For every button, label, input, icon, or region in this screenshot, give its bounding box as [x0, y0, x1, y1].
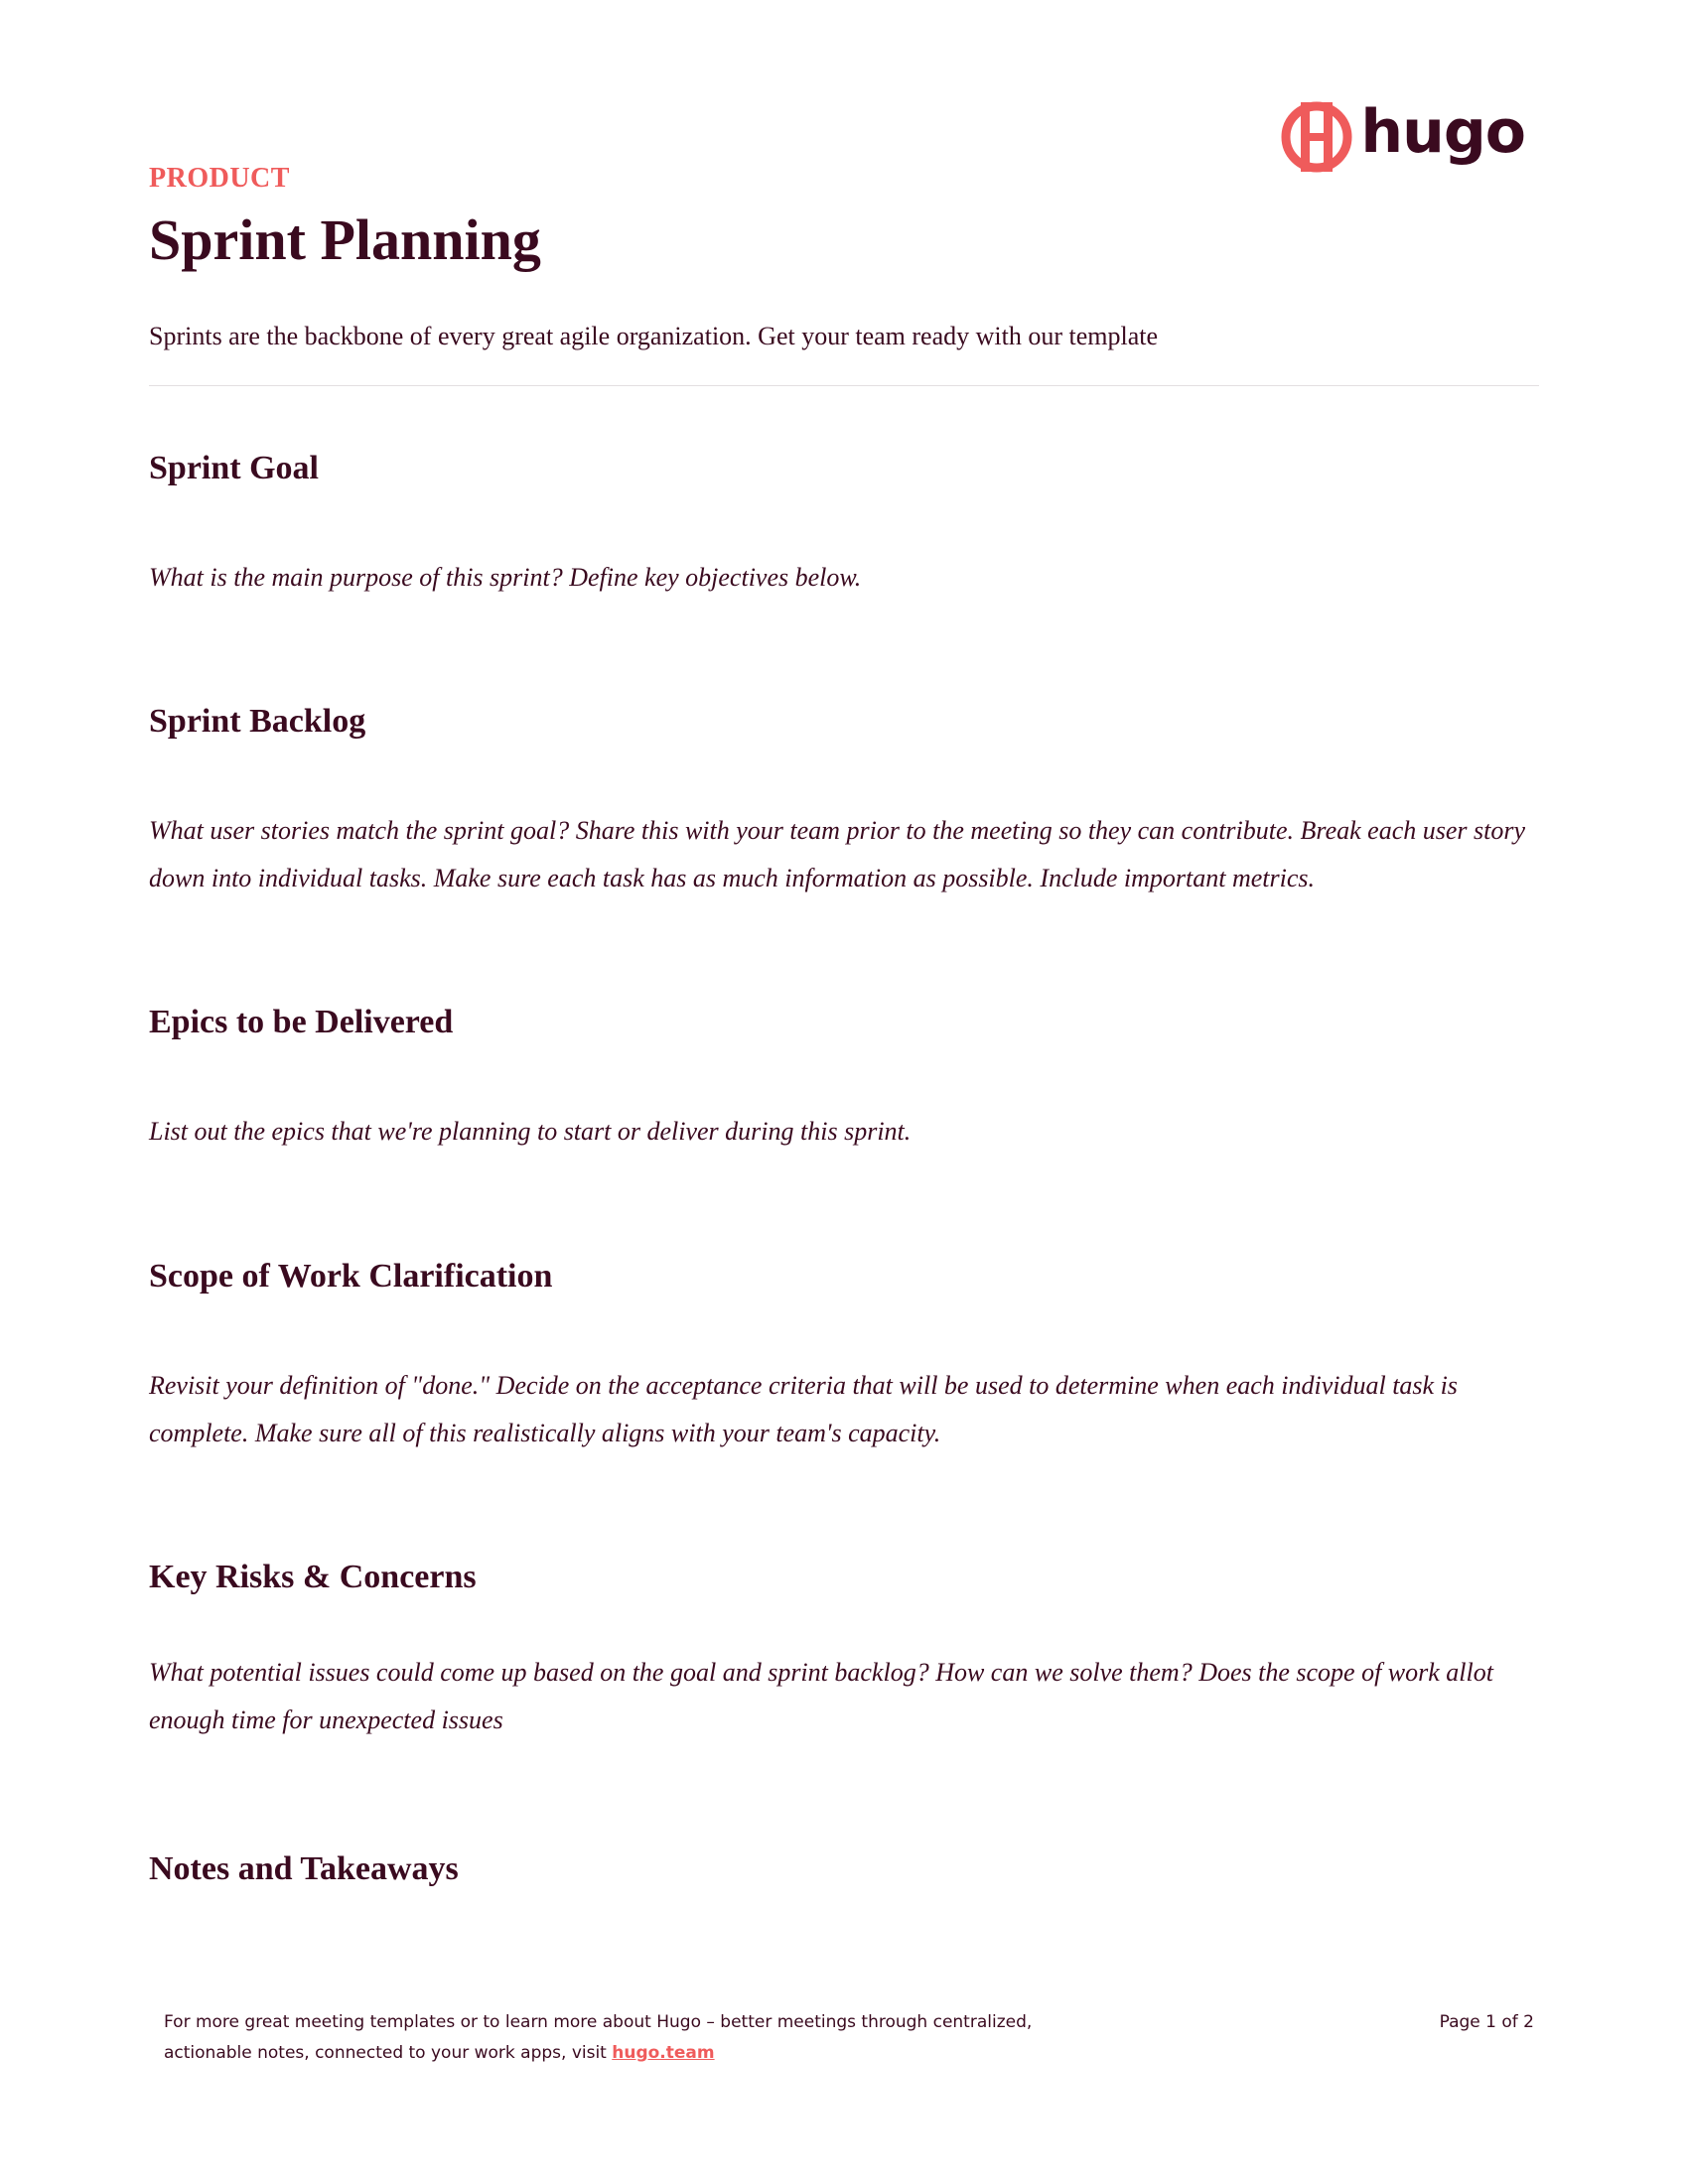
section-epics-to-be-delivered: [149, 1001, 1539, 1156]
page-title: Sprint Planning: [149, 207, 541, 272]
page-footer: [164, 2007, 1534, 2069]
section-scope-of-work: [149, 1255, 1539, 1457]
section-heading: Sprint Backlog: [149, 703, 366, 740]
hugo-logo[interactable]: [1279, 99, 1525, 175]
section-heading: Epics to be Delivered: [149, 1004, 454, 1040]
section-key-risks: [149, 1556, 1539, 1744]
section-prompt: What user stories match the sprint goal? Share this with your team prior to the meeting so they can contribute. Break each user story down into individual tasks. Make sure each task has as much information as possible. Include important metrics.: [149, 816, 1526, 892]
section-prompt: What is the main purpose of this sprint? Define key objectives below.: [149, 563, 862, 592]
section-prompt: What potential issues could come up based on the goal and sprint backlog? How can we solve them? Does the scope of work allot enough time for unexpected issues: [149, 1658, 1493, 1734]
section-heading: Notes and Takeaways: [149, 1850, 459, 1887]
section-heading: Scope of Work Clarification: [149, 1258, 553, 1295]
section-notes-and-takeaways: [149, 1847, 1539, 1891]
document-page: [149, 0, 1539, 2184]
header-divider: [149, 385, 1539, 386]
section-heading: Key Risks & Concerns: [149, 1559, 477, 1595]
footer-text: [164, 2007, 1057, 2069]
section-prompt: Revisit your definition of "done." Decide on the acceptance criteria that will be used to determine when each individual task is complete. Make sure all of this realistically aligns with your team's capacity.: [149, 1371, 1458, 1447]
section-heading: Sprint Goal: [149, 450, 319, 486]
section-sprint-backlog: [149, 700, 1539, 902]
footer-description: For more great meeting templates or to learn more about Hugo – better meetings through centralized, actionable notes, connected to your work apps, visit: [164, 2012, 1033, 2063]
hugo-logo-icon: [1279, 99, 1354, 175]
page-subtitle: Sprints are the backbone of every great agile organization. Get your team ready with our template: [149, 322, 1159, 350]
page-number: Page 1 of 2: [1439, 2012, 1534, 2032]
section-sprint-goal: [149, 447, 1539, 602]
section-prompt: List out the epics that we're planning to start or deliver during this sprint.: [149, 1117, 912, 1146]
category-label: PRODUCT: [149, 163, 290, 194]
hugo-team-link[interactable]: hugo.team: [612, 2043, 715, 2063]
logo-wordmark: hugo: [1360, 97, 1525, 167]
